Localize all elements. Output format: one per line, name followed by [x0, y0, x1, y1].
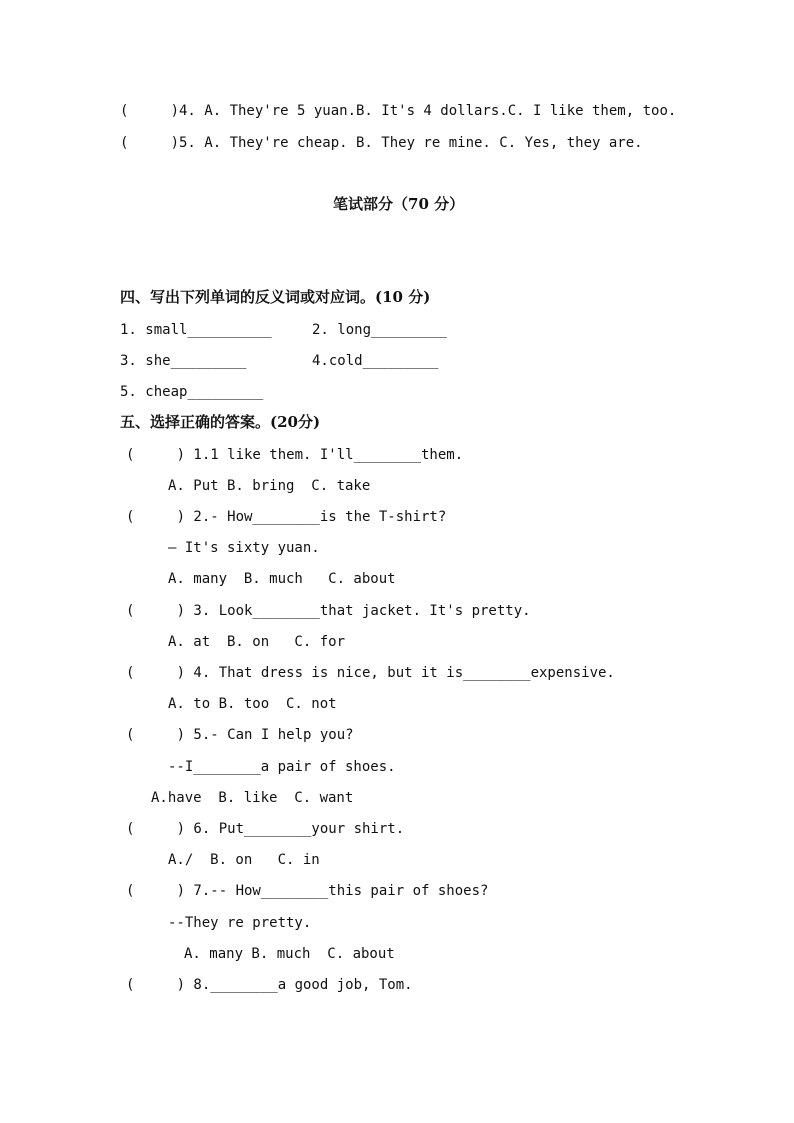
mcq-options-7: A. many B. much C. about: [184, 946, 395, 962]
mcq-question-3: ( ) 3. Look________that jacket. It's pretty.: [126, 603, 531, 619]
listening-question-4: ( )4. A. They're 5 yuan.B. It's 4 dollars.C. I like them, too.: [120, 103, 677, 119]
mcq-options-3: A. at B. on C. for: [168, 634, 346, 650]
mcq-question-8: ( ) 8.________a good job, Tom.: [126, 977, 413, 993]
mcq-question-2: ( ) 2.- How________is the T-shirt?: [126, 509, 447, 525]
mcq-options-6: A./ B. on C. in: [168, 852, 320, 868]
mcq-options-1: A. Put B. bring C. take: [168, 478, 371, 494]
mcq-options-4: A. to B. too C. not: [168, 696, 337, 712]
section4-heading: 四、写出下列单词的反义词或对应词。(10 分): [120, 288, 431, 306]
mcq-answer-line-5: --I________a pair of shoes.: [168, 759, 396, 775]
mcq-question-4: ( ) 4. That dress is nice, but it is________expensive.: [126, 665, 615, 681]
mcq-question-1: ( ) 1.1 like them. I'll________them.: [126, 447, 464, 463]
section4-item-2: 2. long_________: [312, 322, 447, 338]
mcq-question-5: ( ) 5.- Can I help you?: [126, 727, 354, 743]
mcq-answer-line-7: --They re pretty.: [168, 915, 312, 931]
section4-item-4: 4.cold_________: [312, 353, 439, 369]
section4-item-1: 1. small__________: [120, 322, 272, 338]
mcq-options-2: A. many B. much C. about: [168, 571, 396, 587]
mcq-options-5: A.have B. like C. want: [151, 790, 354, 806]
section4-item-5: 5. cheap_________: [120, 384, 264, 400]
section5-heading: 五、选择正确的答案。(20分): [120, 413, 321, 431]
written-part-title: 笔试部分（70 分）: [333, 195, 465, 213]
listening-question-5: ( )5. A. They're cheap. B. They re mine. C. Yes, they are.: [120, 135, 643, 151]
section4-item-3: 3. she_________: [120, 353, 247, 369]
mcq-answer-line-2: — It's sixty yuan.: [168, 540, 320, 556]
mcq-question-6: ( ) 6. Put________your shirt.: [126, 821, 405, 837]
mcq-question-7: ( ) 7.-- How________this pair of shoes?: [126, 883, 489, 899]
